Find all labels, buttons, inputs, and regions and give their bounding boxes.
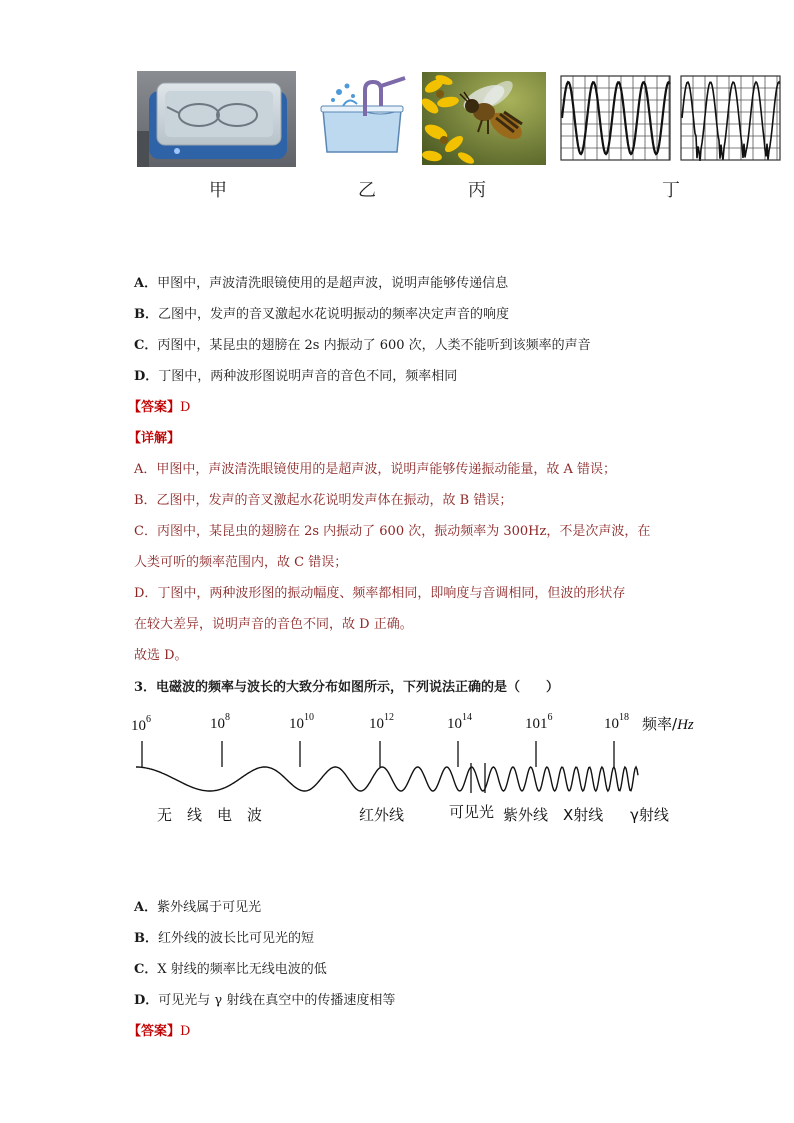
figure-ding-image (560, 75, 781, 161)
q3-stem: 3．电磁波的频率与波长的大致分布如图所示，下列说法正确的是（ ） (134, 680, 560, 695)
figure-jia-image (137, 71, 296, 167)
band-label-ultraviolet: 紫外线 (503, 806, 549, 824)
q2-option-d: D．丁图中，两种波形图说明声音的音色不同，频率相同 (134, 369, 458, 384)
band-label-gamma: γ射线 (630, 806, 669, 824)
q2-detail-line: B．乙图中，发声的音叉激起水花说明发声体在振动，故 B 错误； (134, 493, 513, 508)
figure-yi-image (313, 76, 411, 156)
band-label-infrared: 红外线 (359, 806, 405, 824)
q2-detail-line: C．丙图中，某昆虫的翅膀在 2s 内振动了 600 次，振动频率为 300Hz，不是次声波，在 (134, 524, 651, 539)
spectrum-tick-label: $10^6$ (131, 714, 151, 734)
spectrum-tick-label: $101^6$ (525, 712, 553, 732)
q3-option-b: B．红外线的波长比可见光的短 (134, 931, 315, 946)
q2-detail-line: A．甲图中，声波清洗眼镜使用的是超声波，说明声能够传递振动能量，故 A 错误； (134, 462, 617, 477)
figure-label-ding: 丁 (662, 180, 680, 201)
q3-option-d: D．可见光与 γ 射线在真空中的传播速度相等 (134, 993, 396, 1008)
band-label-visible: 可见光 (449, 803, 495, 821)
q2-detail-tag: 【详解】 (128, 431, 181, 446)
band-label-xray: X射线 (563, 806, 604, 824)
q2-detail-line: D．丁图中，两种波形图的振动幅度、频率都相同，即响度与音调相同，但波的形状存 (134, 586, 626, 601)
q2-detail-line: 人类可听的频率范围内，故 C 错误； (134, 555, 348, 570)
spectrum-tick-label: $10^8$ (210, 712, 230, 732)
figure-label-yi: 乙 (358, 180, 376, 201)
band-label-radio: 无 线 电 波 (157, 806, 263, 824)
q2-option-c: C．丙图中，某昆虫的翅膀在 2s 内振动了 600 次，人类不能听到该频率的声音 (134, 338, 591, 353)
spectrum-tick-label: $10^{12}$ (369, 712, 394, 732)
spectrum-tick-label: $10^{10}$ (289, 712, 314, 732)
figure-label-jia: 甲 (209, 180, 227, 201)
q3-answer: 【答案】D (128, 1024, 191, 1039)
q2-option-b: B．乙图中，发声的音叉激起水花说明振动的频率决定声音的响度 (134, 307, 510, 322)
figure-label-bing: 丙 (468, 180, 486, 201)
q3-option-a: A．紫外线属于可见光 (134, 900, 262, 915)
spectrum-tick-label: $10^{14}$ (447, 712, 472, 732)
q2-answer: 【答案】D (128, 400, 191, 415)
spectrum-tick-label: $10^{18}$ (604, 712, 629, 732)
q2-detail-line: 在较大差异，说明声音的音色不同，故 D 正确。 (134, 617, 413, 632)
q2-detail-line: 故选 D。 (134, 648, 188, 663)
spectrum-unit-label: 频率/Hz (642, 715, 694, 733)
q2-option-a: A．甲图中，声波清洗眼镜使用的是超声波，说明声能够传递信息 (134, 276, 509, 291)
q3-option-c: C．X 射线的频率比无线电波的低 (134, 962, 327, 977)
spectrum-wave (130, 735, 650, 805)
figure-bing-image (422, 72, 546, 165)
